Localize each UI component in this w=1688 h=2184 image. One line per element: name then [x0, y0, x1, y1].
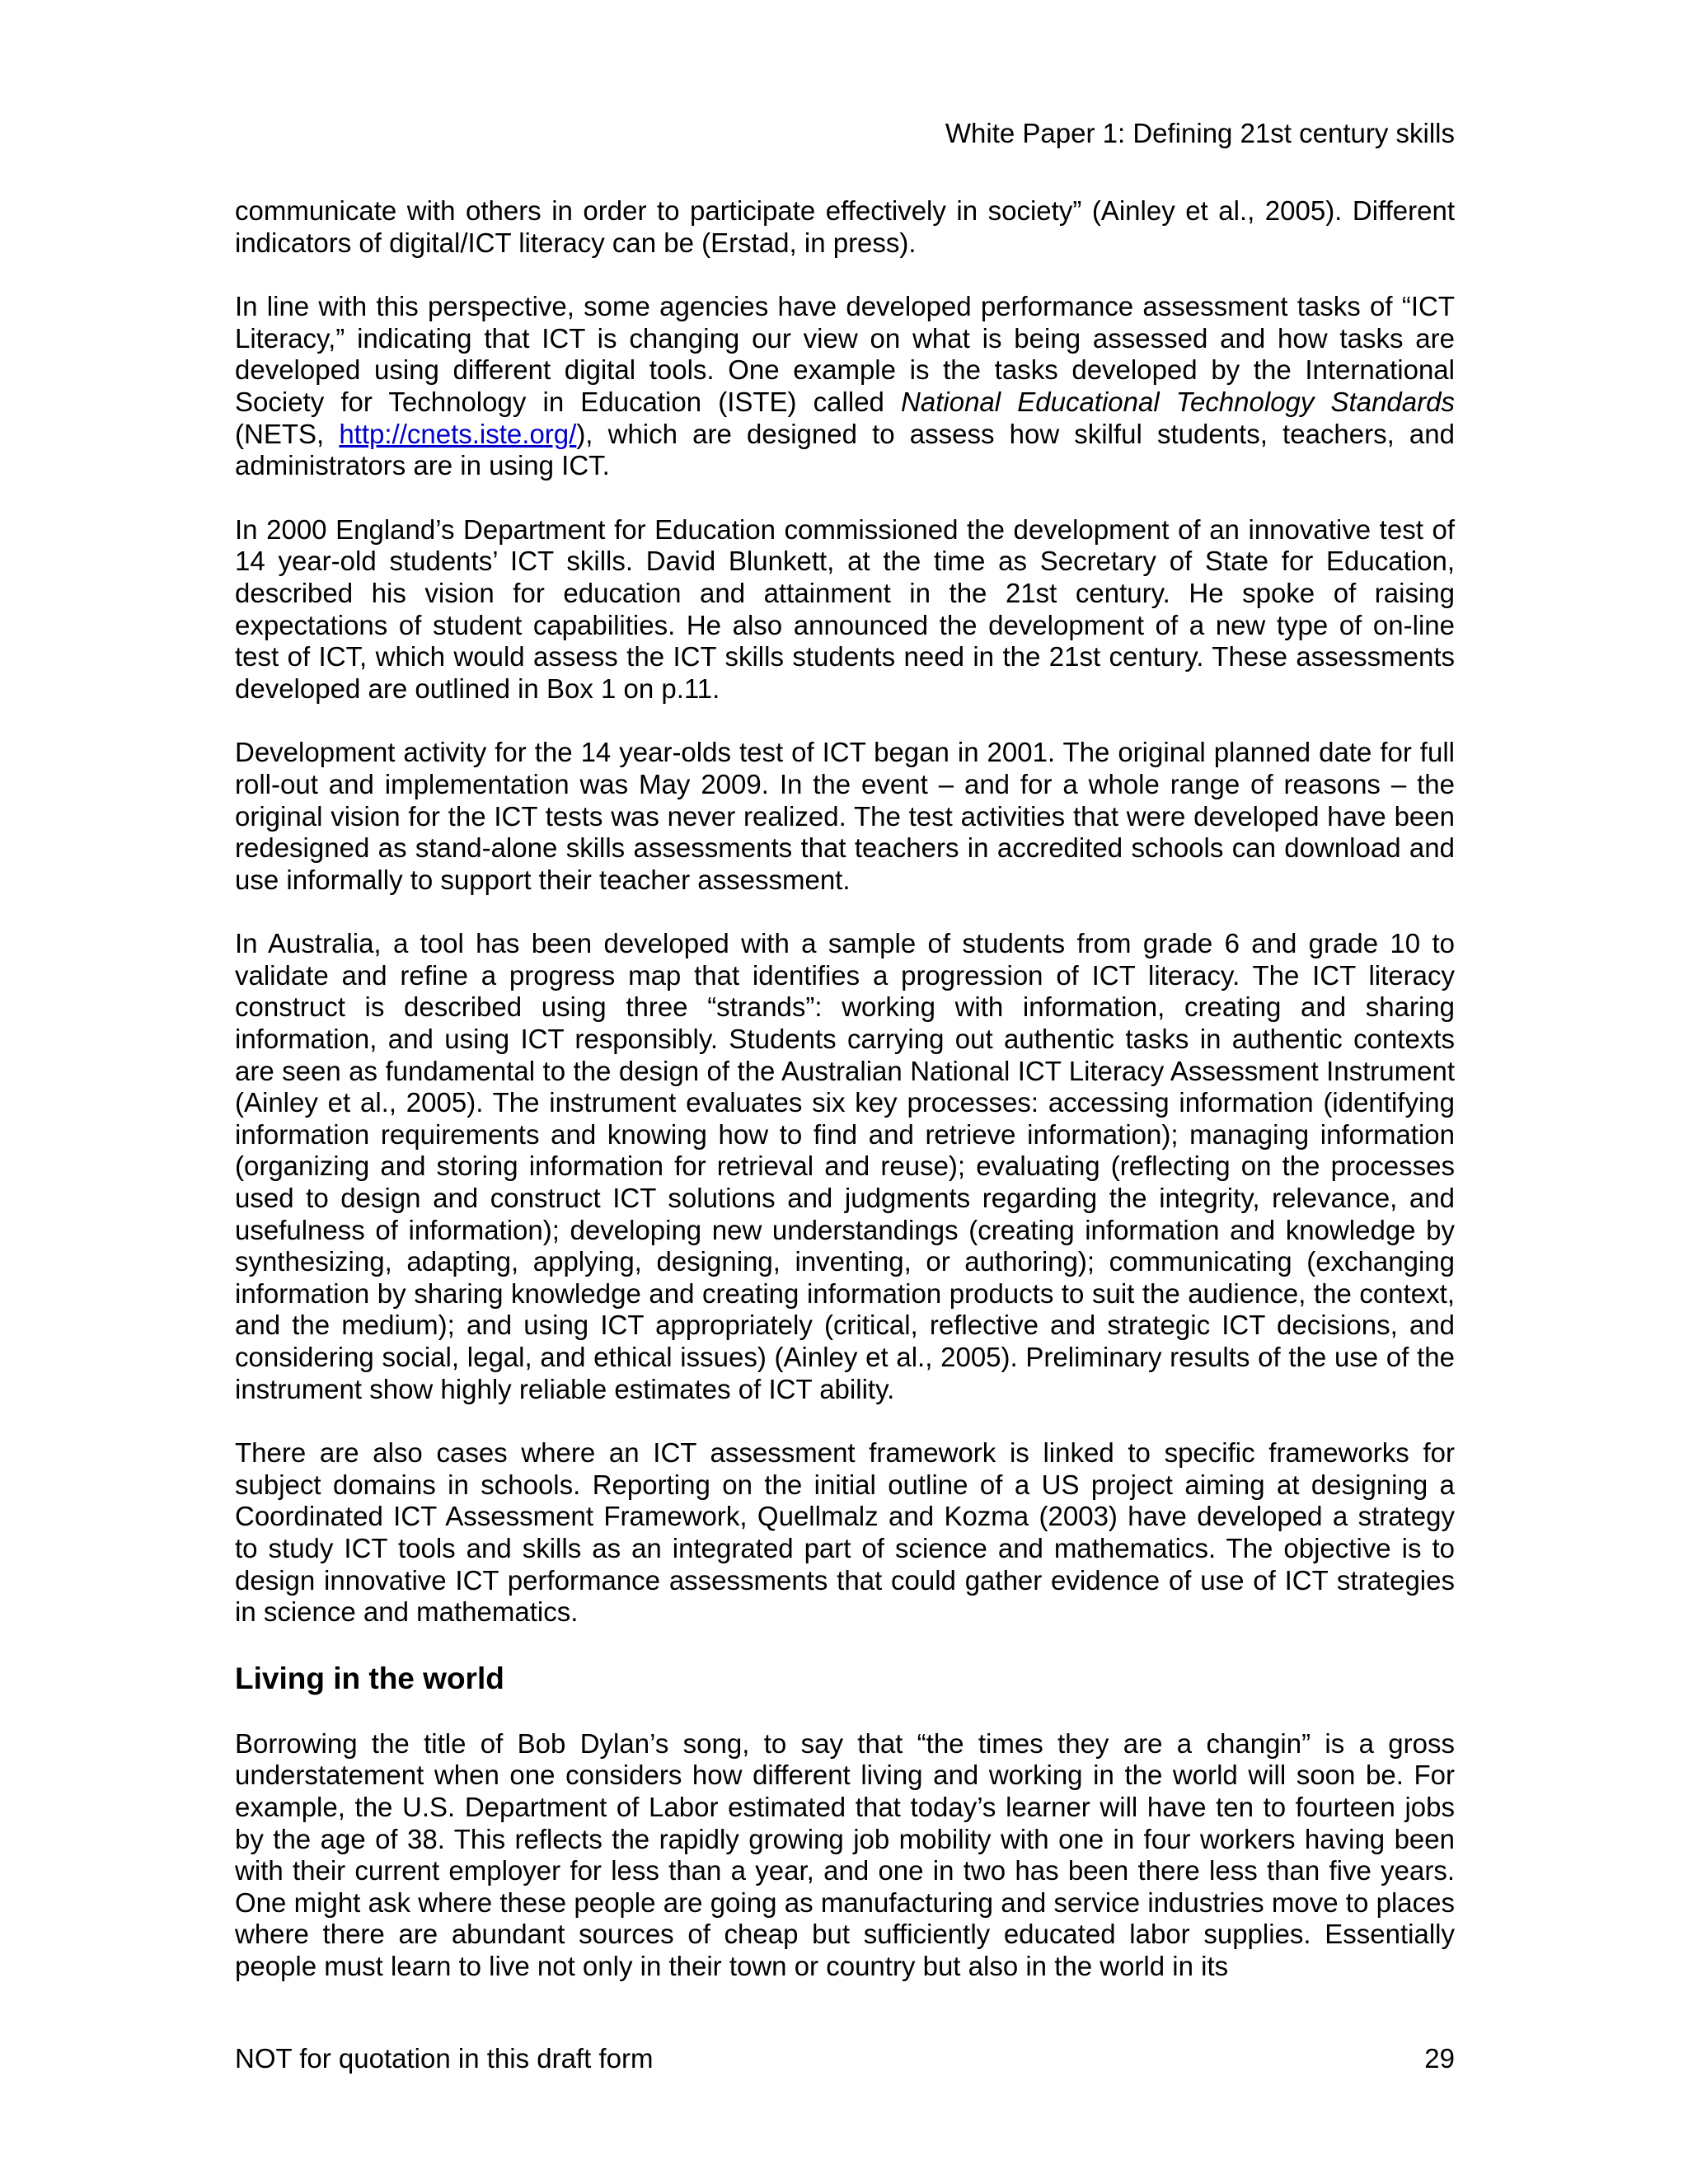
page-footer — [235, 2042, 1455, 2075]
section-paragraph-1: Borrowing the title of Bob Dylan’s song, to say that “the times they are a changin” is a gross understatement when one considers how different living and working in the world will soon be. For example, the U.S. Department of Labor estimated that today’s learner will have ten to fourteen jobs by the age of 38. This reflects the rapidly growing job mobility with one in four workers having been with their current employer for less than a year, and one in two has been there less than five years. One might ask where these people are going as manufacturing and service industries move to places where there are abundant sources of cheap but sufficiently educated labor supplies. Essentially people must learn to live not only in their town or country but also in the world in its — [235, 1727, 1455, 1981]
paragraph-4: Development activity for the 14 year-olds test of ICT began in 2001. The original planned date for full roll-out and implementation was May 2009. In the event – and for a whole range of reasons – the original vision for the ICT tests was never realized. The test activities that were developed have been redesigned as stand-alone skills assessments that teachers in accredited schools can download and use informally to support their teacher assessment. — [235, 737, 1455, 895]
page-number: 29 — [1424, 2043, 1455, 2074]
paragraph-5: In Australia, a tool has been developed with a sample of students from grade 6 and grade 10 to validate and refine a progress map that identifies a progression of ICT literacy. The ICT literacy construct is described using three “strands”: working with information, creating and sharing information, and using ICT responsibly. Students carrying out authentic tasks in authentic contexts are seen as fundamental to the design of the Australian National ICT Literacy Assessment Instrument (Ainley et al., 2005). The instrument evaluates six key processes: accessing information (identifying information requirements and knowing how to find and retrieve information); managing information (organizing and storing information for retrieval and reuse); evaluating (reflecting on the processes used to design and construct ICT solutions and judgments regarding the integrity, relevance, and usefulness of information); developing new understandings (creating information and knowledge by synthesizing, adapting, applying, designing, inventing, or authoring); communicating (exchanging information by sharing knowledge and creating information products to suit the audience, the context, and the medium); and using ICT appropriately (critical, reflective and strategic ICT decisions, and considering social, legal, and ethical issues) (Ainley et al., 2005). Preliminary results of the use of the instrument show highly reliable estimates of ICT ability. — [235, 928, 1455, 1404]
nets-link[interactable]: http://cnets.iste.org/ — [339, 418, 577, 449]
nets-title-italic: National Educational Technology Standards — [901, 386, 1455, 417]
paragraph-3: In 2000 England’s Department for Education commissioned the development of an innovative test of 14 year-old students’ ICT skills. David Blunkett, at the time as Secretary of State for Education, described his vision for education and attainment in the 21st century. He spoke of raising expectations of student capabilities. He also announced the development of a new type of on-line test of ICT, which would assess the ICT skills students need in the 21st century. These assessments developed are outlined in Box 1 on p.11. — [235, 513, 1455, 704]
draft-notice: NOT for quotation in this draft form — [235, 2043, 654, 2074]
running-header: White Paper 1: Defining 21st century skills — [945, 118, 1455, 148]
paragraph-2-text-a: In line with this perspective, some agencies have developed performance assessment tasks of “ICT Literacy,” indicating that ICT is changing our view on what is being assessed and how tasks are developed using different digital tools. One example is the tasks developed by the International Society for Technology in Education (ISTE) called — [235, 291, 1455, 417]
paragraph-1: communicate with others in order to participate effectively in society” (Ainley et al., 2005). Different indicators of digital/ICT literacy can be (Erstad, in press). — [235, 195, 1455, 258]
document-page — [235, 0, 1455, 2184]
body-text — [235, 195, 1455, 2015]
paragraph-6: There are also cases where an ICT assessment framework is linked to specific frameworks for subject domains in schools. Reporting on the initial outline of a US project aiming at designing a Coordinated ICT Assessment Framework, Quellmalz and Kozma (2003) have developed a strategy to study ICT tools and skills as an integrated part of science and mathematics. The objective is to design innovative ICT performance assessments that could gather evidence of use of ICT strategies in science and mathematics. — [235, 1437, 1455, 1628]
paragraph-2-text-c: ), which are designed to assess how skilful students, teachers, and administrators are in using ICT. — [235, 418, 1455, 481]
section-heading: Living in the world — [235, 1661, 504, 1695]
paragraph-2 — [235, 291, 1455, 482]
paragraph-2-text-b: (NETS, — [235, 418, 340, 449]
